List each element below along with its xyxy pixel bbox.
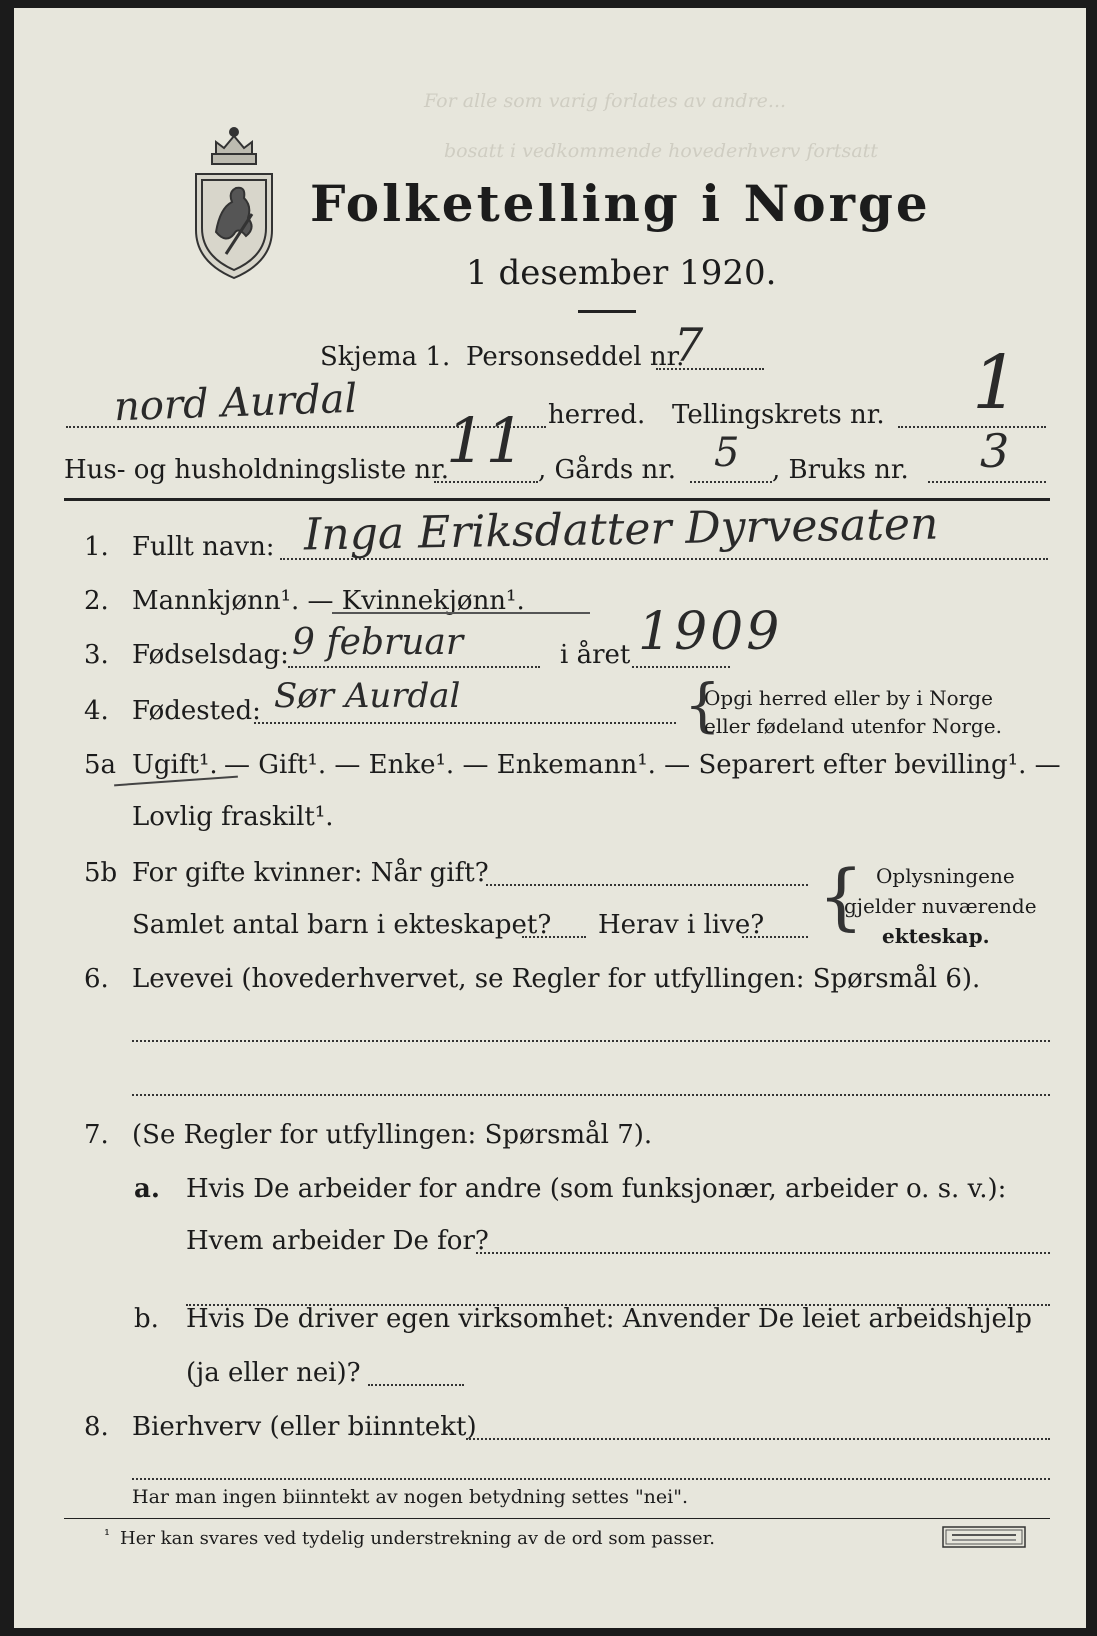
herred-label: herred. — [548, 400, 646, 430]
q5b-line2b: Herav i live? — [598, 910, 765, 940]
q5a-number: 5a — [84, 750, 117, 780]
q7b-line1: Hvis De driver egen virksomhet: Anvender De leiet arbeidshjelp — [186, 1304, 1032, 1334]
schema-label: Skjema 1. — [320, 342, 451, 372]
gards-line — [690, 481, 772, 483]
q4-number: 4. — [84, 696, 109, 726]
q1-label: Fullt navn: — [132, 532, 275, 562]
q8-number: 8. — [84, 1412, 109, 1442]
q4-value: Sør Aurdal — [274, 676, 461, 716]
bruks-label: , Bruks nr. — [772, 455, 909, 485]
q4-note-line2: eller fødeland utenfor Norge. — [704, 714, 1002, 738]
q2-number: 2. — [84, 586, 109, 616]
bleed-through-line-1: For alle som varig forlates av andre... — [424, 90, 787, 112]
q5b-line2a: Samlet antal barn i ekteskapet? — [132, 910, 552, 940]
husholdning-label: Hus- og husholdningsliste nr. — [64, 455, 450, 485]
tellingskrets-line — [898, 426, 1046, 428]
q8-answer-line-2 — [132, 1478, 1050, 1480]
footnote-text: Her kan svares ved tydelig understrekning av de ord som passer. — [120, 1528, 715, 1549]
q7a-answer-line — [476, 1252, 1050, 1254]
q7b-line2: (ja eller nei)? — [186, 1358, 361, 1388]
q5b-alive-line — [742, 936, 808, 938]
q5a-options: — Gift¹. — Enke¹. — Enkemann¹. — Separert efter bevilling¹. — — [224, 750, 1061, 780]
q4-note-line1: Opgi herred eller by i Norge — [704, 686, 993, 710]
q3-year-label: i året — [560, 640, 631, 670]
q7a-letter: a. — [134, 1174, 160, 1204]
q5a-ugift: Ugift¹. — [132, 750, 218, 780]
q8-note: Har man ingen biinntekt av nogen betydning settes "nei". — [132, 1486, 689, 1508]
q7-number: 7. — [84, 1120, 109, 1150]
bleed-through-line-2: bosatt i vedkommende hovederhverv fortsatt — [444, 140, 878, 162]
q7a-line1: Hvis De arbeider for andre (som funksjonær, arbeider o. s. v.): — [186, 1174, 1007, 1204]
q7a-line2: Hvem arbeider De for? — [186, 1226, 489, 1256]
q3-number: 3. — [84, 640, 109, 670]
footnote-marker: ¹ — [104, 1526, 111, 1544]
gards-label: , Gårds nr. — [538, 455, 677, 485]
q8-label: Bierhverv (eller biinntekt) — [132, 1412, 477, 1442]
personseddel-label: Personseddel nr. — [466, 342, 685, 372]
gards-value: 5 — [714, 430, 740, 476]
q3-day-line — [288, 666, 540, 668]
bruks-line — [928, 481, 1046, 483]
q5b-number: 5b — [84, 858, 118, 888]
tellingskrets-label: Tellingskrets nr. — [672, 400, 885, 430]
q6-line-1 — [132, 1040, 1050, 1042]
printer-stamp-icon — [942, 1526, 1026, 1548]
q3-year-value: 1909 — [638, 602, 783, 662]
q4-note-brace: { — [684, 671, 721, 739]
q5b-married-line — [486, 884, 808, 886]
q8-answer-line — [466, 1438, 1050, 1440]
q2-underline-kvinnekjonn — [332, 612, 590, 614]
form-date: 1 desember 1920. — [466, 253, 777, 293]
tellingskrets-value: 1 — [972, 340, 1020, 426]
q4-label: Fødested: — [132, 696, 261, 726]
q6-line-2 — [132, 1094, 1050, 1096]
footnote-divider — [64, 1518, 1050, 1519]
q3-day-value: 9 februar — [292, 622, 464, 663]
title-divider — [578, 310, 636, 313]
form-title: Folketelling i Norge — [310, 174, 931, 233]
q5b-note-brace: { — [818, 854, 864, 938]
q5b-note-line3: ekteskap. — [882, 924, 990, 948]
bruks-value: 3 — [980, 424, 1010, 478]
q6-number: 6. — [84, 964, 109, 994]
q1-number: 1. — [84, 532, 109, 562]
q6-label: Levevei (hovederhvervet, se Regler for utfyllingen: Spørsmål 6). — [132, 964, 981, 994]
q7b-answer-line — [368, 1384, 464, 1386]
q1-value: Inga Eriksdatter Dyrvesaten — [303, 498, 939, 561]
q7b-letter: b. — [134, 1304, 159, 1334]
q7-label: (Se Regler for utfyllingen: Spørsmål 7). — [132, 1120, 653, 1150]
q5b-note-line2: gjelder nuværende — [844, 894, 1037, 918]
q4-line — [254, 722, 676, 724]
census-form — [14, 8, 1086, 1628]
q3-year-line — [632, 666, 730, 668]
q5a-line2: Lovlig fraskilt¹. — [132, 802, 334, 832]
personseddel-line — [656, 368, 764, 370]
husholdning-value: 11 — [446, 404, 525, 477]
q5b-note-line1: Oplysningene — [876, 864, 1015, 888]
husholdning-line — [434, 481, 538, 483]
q5b-children-line — [522, 936, 586, 938]
q2-label: Mannkjønn¹. — Kvinnekjønn¹. — [132, 586, 525, 616]
norwegian-coat-of-arms-icon — [186, 122, 282, 282]
q5b-line1: For gifte kvinner: Når gift? — [132, 858, 489, 888]
herred-value: nord Aurdal — [113, 375, 359, 431]
q3-label: Fødselsdag: — [132, 640, 289, 670]
personseddel-value: 7 — [674, 318, 704, 372]
